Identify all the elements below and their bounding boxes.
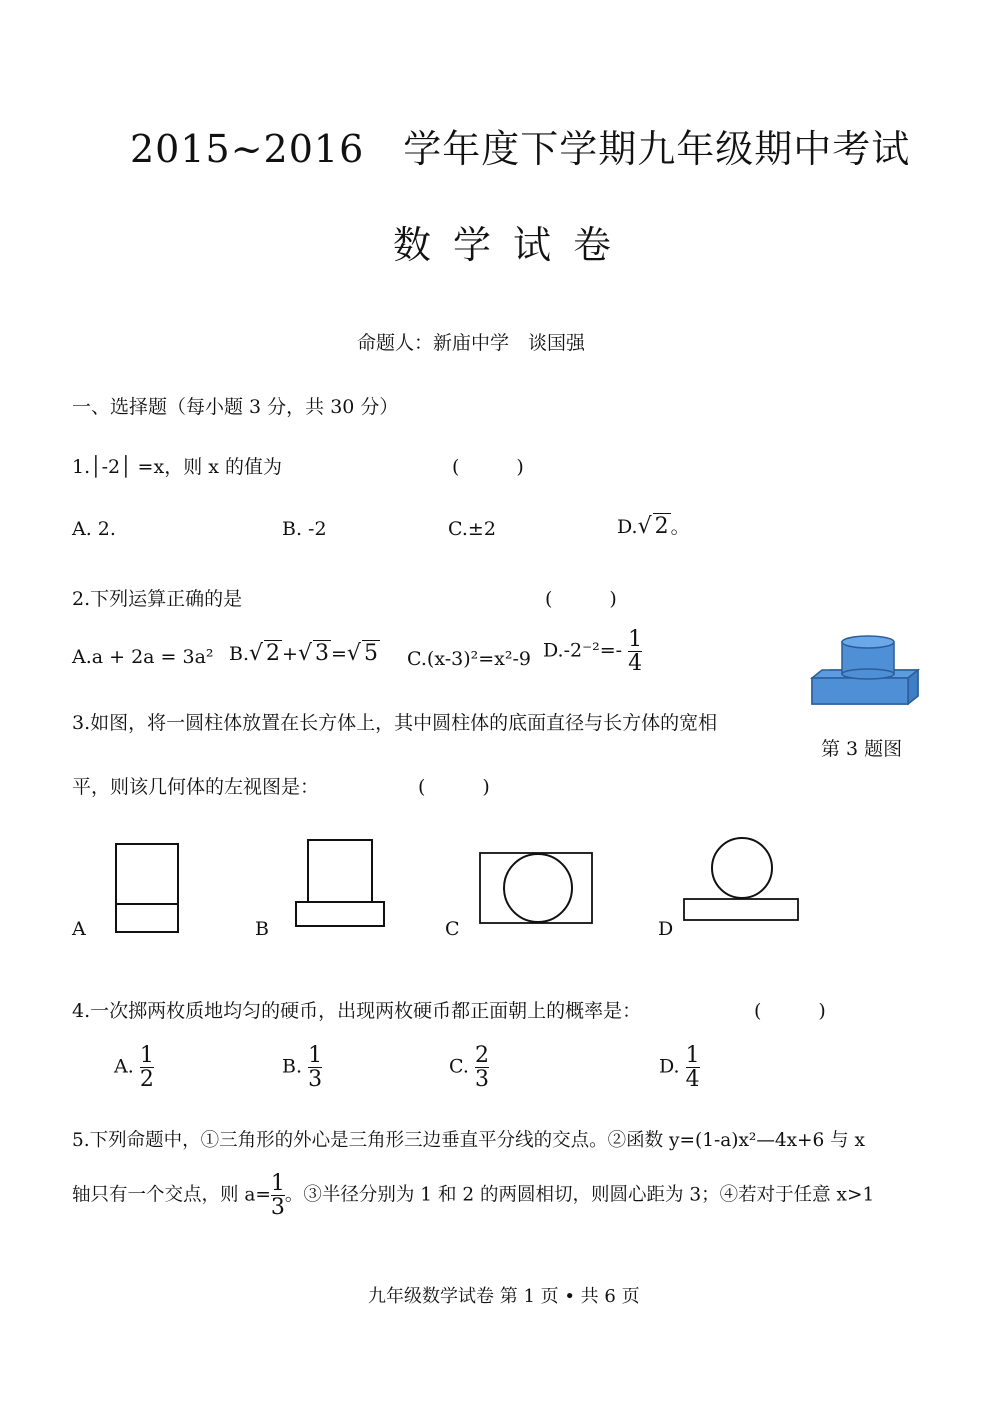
q1-option-d: [617, 512, 690, 539]
q1-option-b: B. -2: [282, 518, 327, 540]
q2-option-c: C.(x-3)²=x²-9: [407, 648, 531, 670]
q5-line2-suffix: 。③半径分别为 1 和 2 的两圆相切，则圆心距为 3；④若对于任意 x>1: [284, 1184, 875, 1206]
numerator: 1: [139, 1043, 154, 1068]
q4-option-a-fraction: [140, 1044, 154, 1091]
rect-shape: [480, 853, 592, 923]
author-line: 命题人：新庙中学 谈国强: [357, 332, 586, 354]
q5-line2: [72, 1172, 874, 1219]
denominator: 3: [474, 1067, 489, 1093]
q3-option-d-figure: [680, 834, 802, 924]
q4-option-d-prefix: D.: [659, 1055, 680, 1078]
rect-shape: [296, 902, 384, 926]
q2-option-d-denominator: 4: [628, 651, 643, 677]
q1-option-d-radicand: 2: [654, 514, 669, 539]
q5-line2-prefix: 轴只有一个交点，则 a=: [72, 1184, 271, 1206]
circle-shape: [504, 854, 572, 922]
q2-option-b-r3: 5: [363, 641, 378, 666]
q4-option-a-prefix: A.: [114, 1055, 134, 1078]
q4-option-c-fraction: [475, 1044, 489, 1091]
q1-option-d-prefix: D.: [617, 516, 638, 538]
denominator: 4: [685, 1067, 700, 1093]
q1-option-a: A. 2.: [72, 518, 116, 540]
q4-option-b-fraction: [308, 1044, 322, 1091]
q3-option-c-figure: [476, 850, 596, 926]
q4-option-b: [282, 1044, 322, 1091]
denominator: 2: [139, 1067, 154, 1093]
q2-stem: 2.下列运算正确的是: [72, 588, 243, 610]
numerator: 1: [308, 1043, 323, 1068]
q2-option-b-r1: 2: [266, 641, 281, 666]
q1-stem: 1.│-2│ =x，则 x 的值为: [72, 456, 282, 478]
numerator: 1: [685, 1043, 700, 1068]
q3-label-d: D: [658, 918, 674, 940]
q2-option-d-prefix: D.-2⁻²=-: [543, 639, 623, 662]
q3-figure-caption: 第 3 题图: [821, 738, 903, 760]
q1-option-c: C.±2: [448, 518, 496, 540]
q3-label-c: C: [445, 918, 460, 940]
q2-option-b-eq: =: [331, 643, 347, 665]
q1-option-d-suffix: 。: [670, 516, 690, 538]
q1-paren: ( ): [452, 456, 524, 478]
q3-label-a: A: [72, 918, 86, 940]
q4-paren: ( ): [754, 1000, 826, 1022]
cylinder-base: [842, 669, 894, 679]
q3-option-a-figure: [112, 840, 184, 936]
q3-stem-line1: 3.如图，将一圆柱体放置在长方体上，其中圆柱体的底面直径与长方体的宽相: [72, 712, 718, 734]
q4-option-c: [449, 1044, 489, 1091]
q3-stem-line2: 平，则该几何体的左视图是：: [72, 776, 320, 798]
q2-option-d: [543, 628, 642, 675]
cylinder-top: [842, 636, 894, 648]
exam-title: 2015~2016 学年度下学期九年级期中考试: [130, 127, 911, 171]
q2-paren: ( ): [545, 588, 617, 610]
q5-fraction: [271, 1172, 285, 1219]
cuboid-front: [812, 678, 908, 704]
rect-shape: [308, 840, 372, 902]
q4-option-a: [114, 1044, 154, 1091]
rect-shape: [116, 844, 178, 932]
page-footer: 九年级数学试卷 第 1 页 • 共 6 页: [368, 1286, 640, 1307]
q4-option-d-fraction: [686, 1044, 700, 1091]
denominator: 3: [270, 1195, 285, 1221]
circle-shape: [712, 838, 772, 898]
sqrt-icon: √: [249, 641, 264, 666]
q2-option-d-numerator: 1: [628, 627, 643, 652]
exam-subtitle: 数学试卷: [393, 223, 634, 267]
q4-option-b-prefix: B.: [282, 1055, 303, 1078]
sqrt-icon: √: [637, 514, 652, 539]
q2-option-b: [229, 640, 380, 666]
q2-option-b-plus: +: [282, 643, 298, 665]
sqrt-icon: √: [297, 641, 312, 666]
q3-paren: ( ): [418, 776, 490, 798]
q4-option-c-prefix: C.: [449, 1055, 469, 1078]
q3-solid-figure: [808, 634, 923, 708]
q2-option-d-fraction: [628, 628, 642, 675]
q3-option-b-figure: [292, 836, 390, 930]
rect-shape: [684, 899, 798, 920]
numerator: 1: [270, 1171, 285, 1196]
denominator: 3: [308, 1067, 323, 1093]
q4-stem: 4.一次掷两枚质地均匀的硬币，出现两枚硬币都正面朝上的概率是：: [72, 1000, 642, 1022]
numerator: 2: [474, 1043, 489, 1068]
q2-option-b-r2: 3: [315, 641, 329, 666]
q5-line1: 5.下列命题中，①三角形的外心是三角形三边垂直平分线的交点。②函数 y=(1-a)x²—4x+6 与 x: [72, 1130, 865, 1151]
q2-option-b-prefix: B.: [229, 643, 250, 665]
section-heading: 一、选择题（每小题 3 分，共 30 分）: [72, 396, 399, 418]
sqrt-icon: √: [346, 641, 361, 666]
q3-label-b: B: [255, 918, 269, 940]
q4-option-d: [659, 1044, 700, 1091]
q2-option-a: A.a + 2a = 3a²: [72, 646, 214, 668]
